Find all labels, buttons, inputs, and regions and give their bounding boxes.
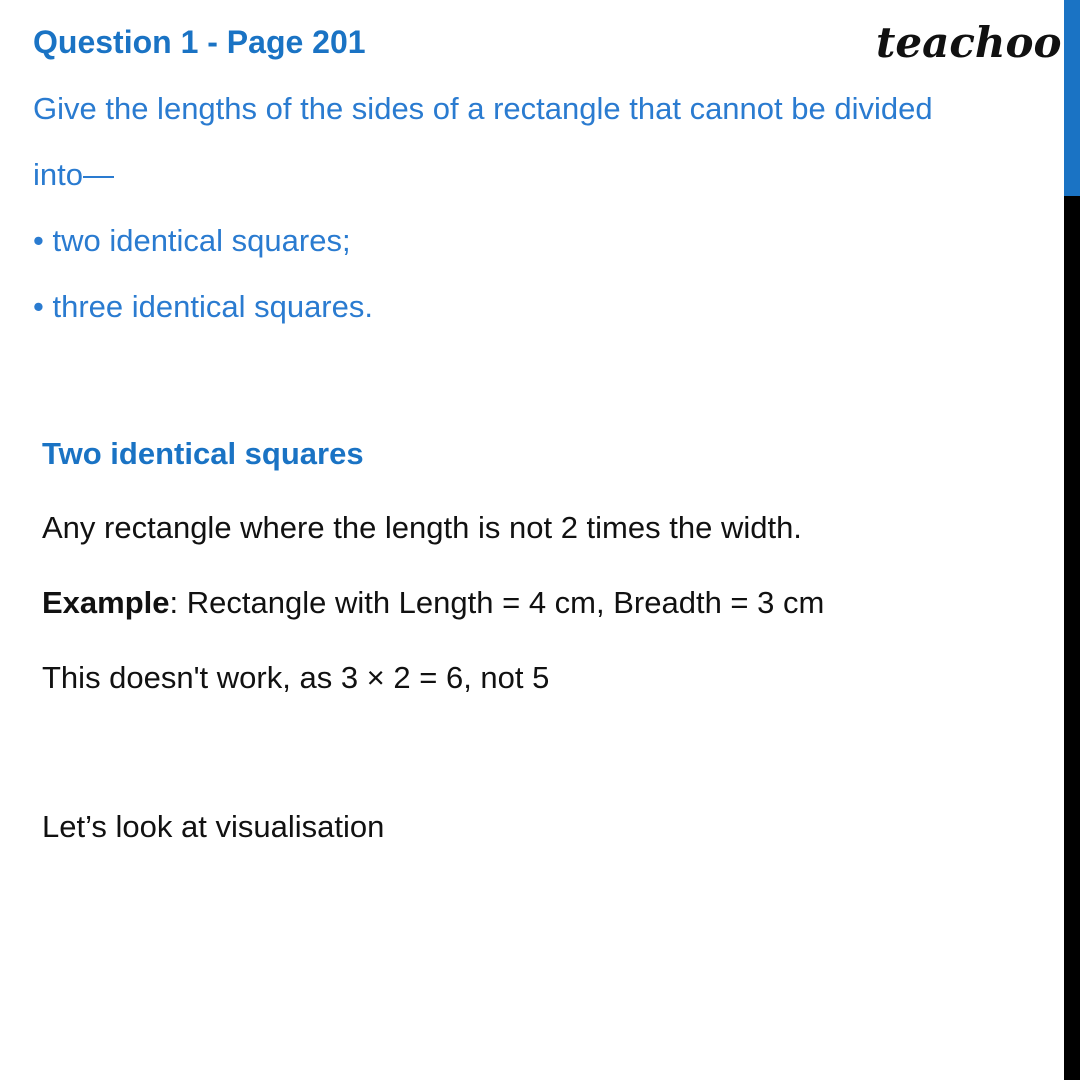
example-text: : Rectangle with Length = 4 cm, Breadth = 3 cm: [169, 585, 825, 620]
section-heading: Two identical squares: [42, 436, 364, 471]
example-label: Example: [42, 585, 170, 620]
teachoo-logo: teachoo: [876, 18, 1062, 67]
question-bullet-2: • three identical squares.: [33, 289, 373, 324]
answer-statement: Any rectangle where the length is not 2 times the width.: [42, 510, 802, 545]
question-text-line-1: Give the lengths of the sides of a rectangle that cannot be divided: [33, 91, 933, 126]
answer-reason: This doesn't work, as 3 × 2 = 6, not 5: [42, 660, 550, 695]
answer-example: [42, 585, 824, 621]
side-bar-accent: [1064, 0, 1080, 196]
question-text-line-2: into—: [33, 157, 114, 192]
question-title: Question 1 - Page 201: [33, 24, 366, 60]
visualisation-prompt: Let’s look at visualisation: [42, 809, 385, 844]
question-bullet-1: • two identical squares;: [33, 223, 351, 258]
side-bar: [1064, 0, 1080, 1080]
